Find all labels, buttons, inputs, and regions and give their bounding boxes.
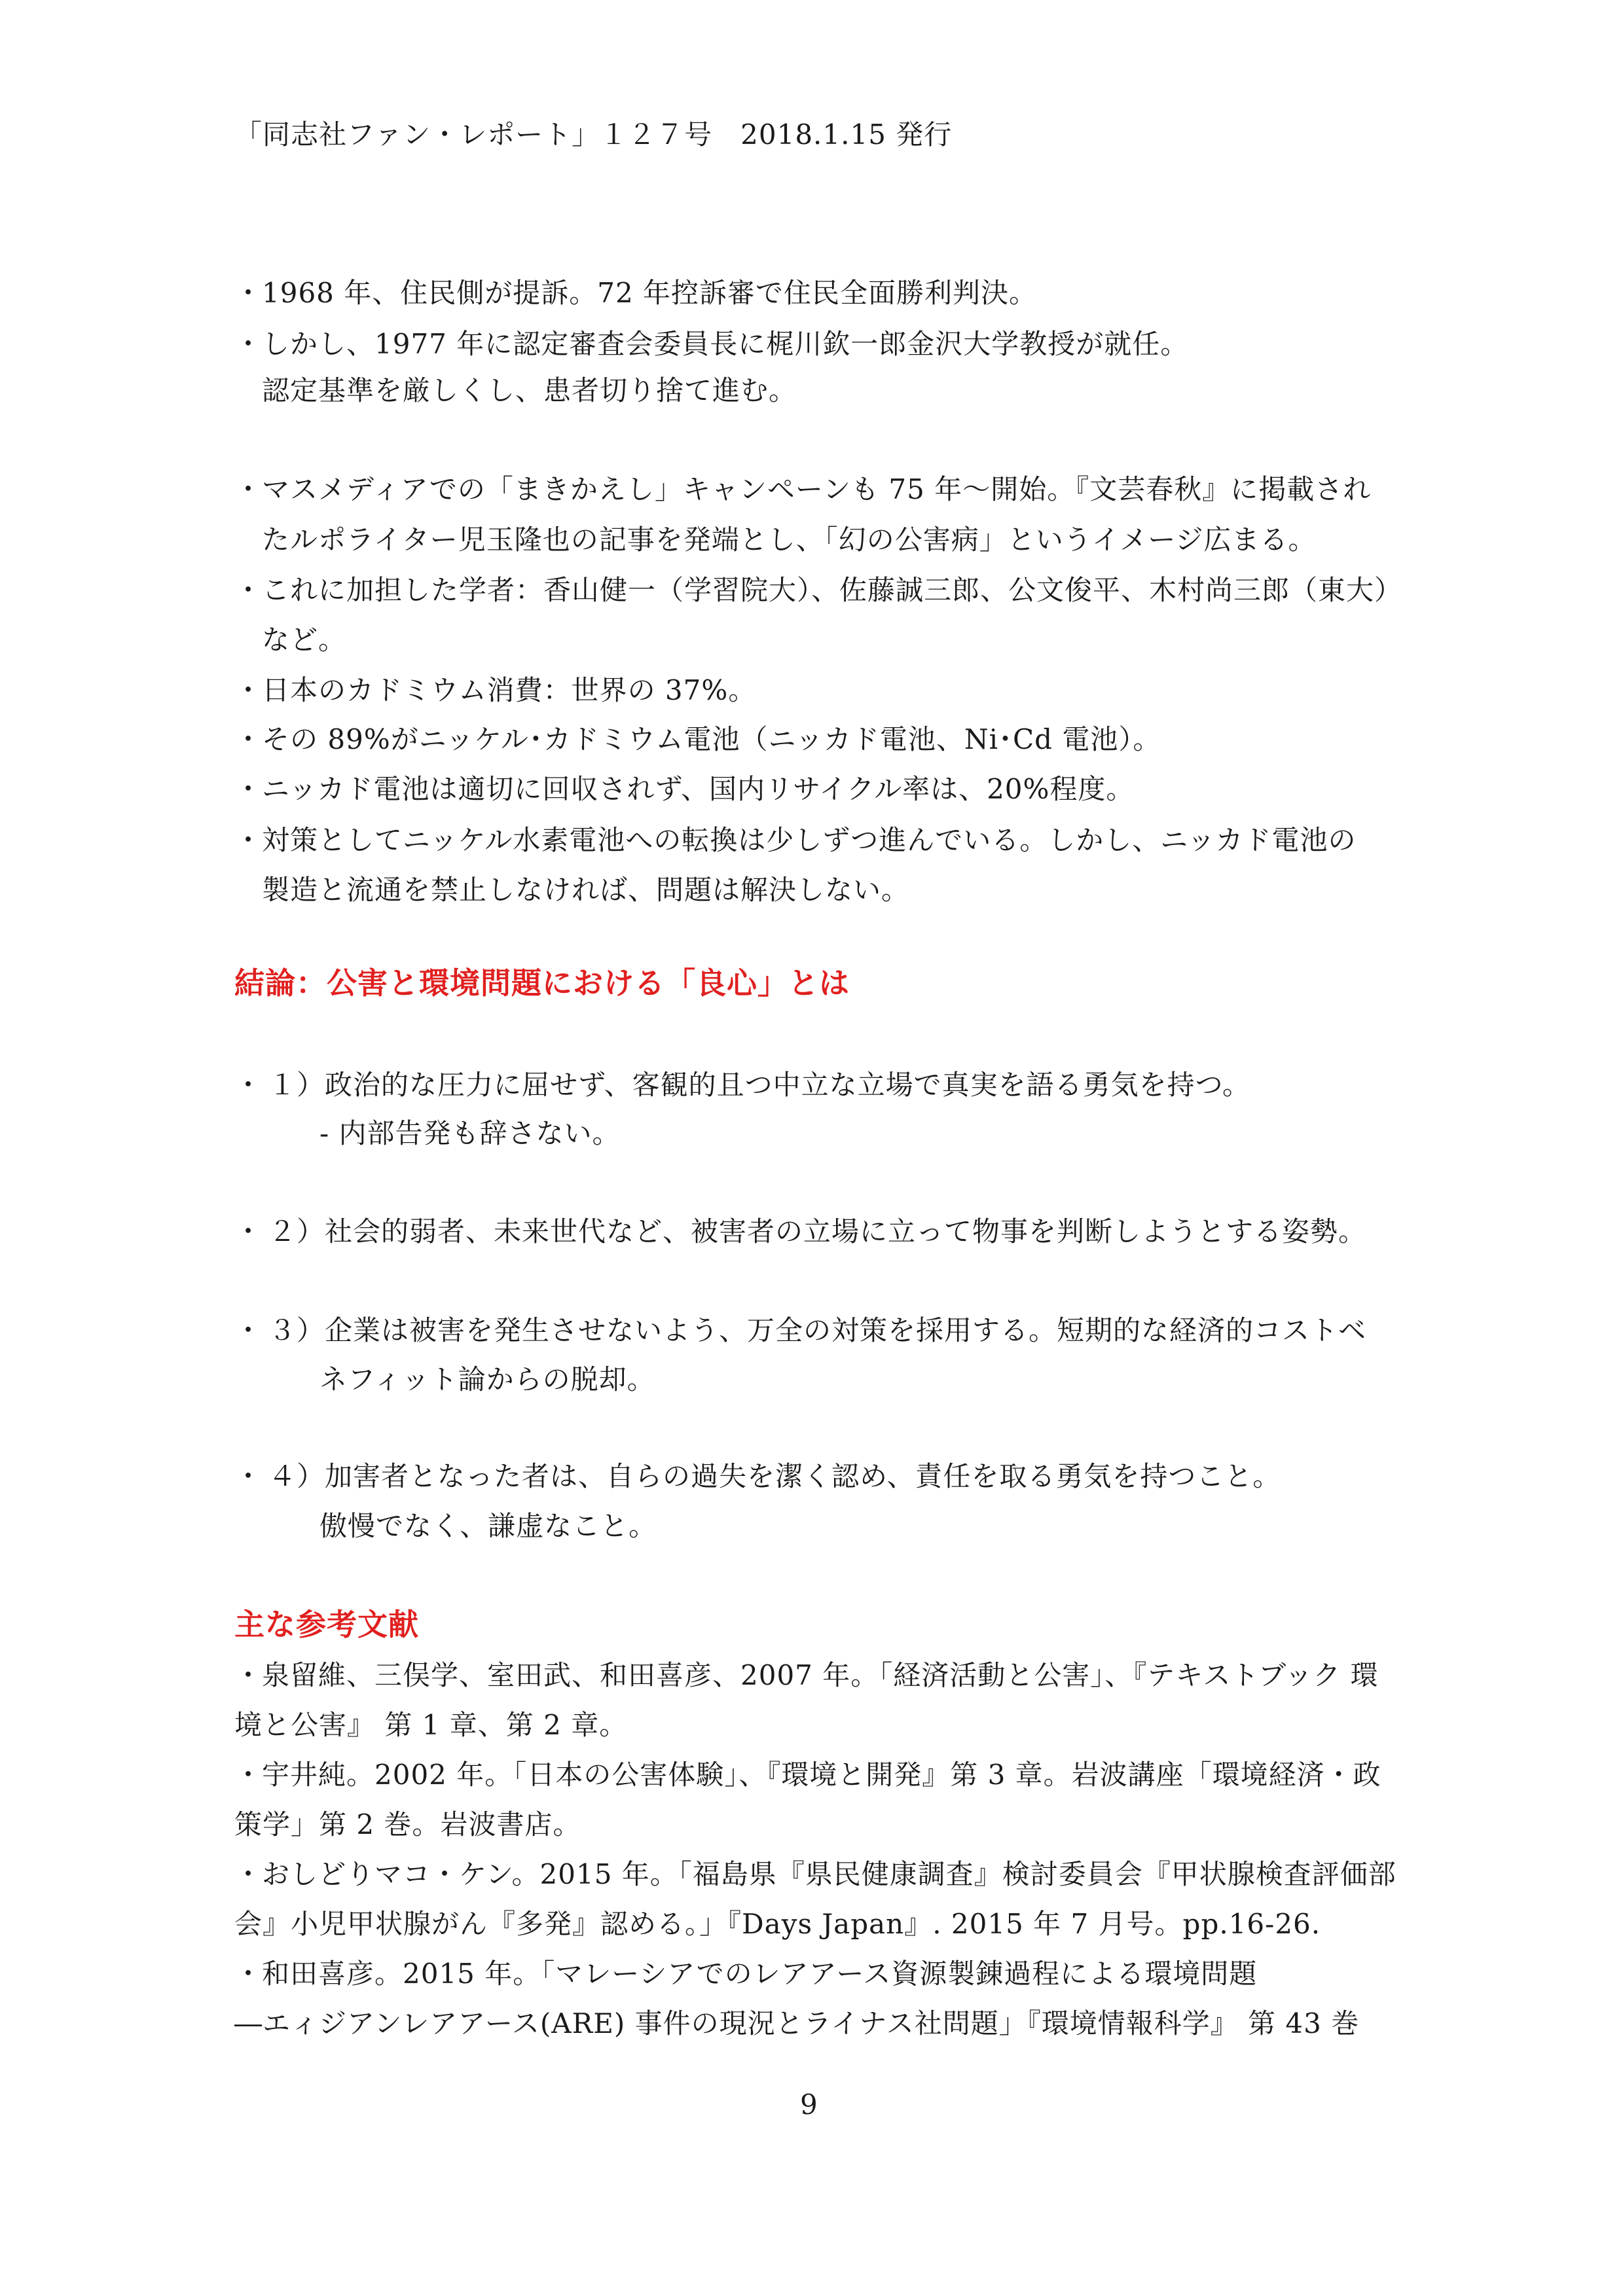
conclusion-item-text-continued: ネフィット論からの脱却。 (319, 1363, 655, 1395)
bullet-marker: ・ (234, 574, 263, 606)
list-item-text: 対策としてニッケル水素電池への転換は少しずつ進んでいる。しかし、ニッカド電池の (262, 824, 1357, 856)
bullet-marker: ・ (234, 674, 263, 706)
list-item-text: ニッカド電池は適切に回収されず、国内リサイクル率は、20%程度。 (262, 773, 1135, 805)
bullet-marker: ・ (234, 1069, 263, 1101)
bullet-marker: ・ (234, 1659, 263, 1691)
reference-item-text-continued: 会』小児甲状腺がん『多発』認める。」『Days Japan』. 2015 年 7 月号。pp.16-26. (234, 1908, 1321, 1940)
bullet-marker: ・ (234, 1460, 263, 1492)
conclusion-heading: 結論：公害と環境問題における「良心」とは (234, 965, 850, 1001)
bullet-marker: ・ (234, 773, 263, 805)
bullet-marker: ・ (234, 473, 263, 505)
conclusion-sub-item: - 内部告発も辞さない。 (319, 1117, 621, 1149)
conclusion-item-text: ３）企業は被害を発生させないよう、万全の対策を採用する。短期的な経済的コストベ (268, 1314, 1367, 1346)
reference-item-text: 宇井純。2002 年。「日本の公害体験」、『環境と開発』第 3 章。岩波講座「環境経済・政 (262, 1759, 1381, 1791)
bullet-marker: ・ (234, 1759, 263, 1791)
bullet-marker: ・ (234, 277, 263, 309)
reference-item-text: 和田喜彦。2015 年。「マレーシアでのレアアース資源製錬過程による環境問題 (262, 1958, 1258, 1990)
page-number: 9 (800, 2089, 818, 2121)
list-item-text-continued: 認定基準を厳しくし、患者切り捨て進む。 (262, 374, 797, 406)
list-item-text: その 89%がニッケル･カドミウム電池（ニッカド電池、Ni･Cd 電池）。 (262, 723, 1161, 755)
bullet-marker: ・ (234, 824, 263, 856)
list-item-text-continued: など。 (262, 624, 347, 656)
bullet-marker: ・ (234, 1958, 263, 1990)
conclusion-item-text-continued: 傲慢でなく、謙虚なこと。 (319, 1510, 657, 1542)
publication-header: 「同志社ファン・レポート」１２７号 2018.1.15 発行 (234, 118, 953, 151)
reference-item-text-continued: ―エィジアンレアアース(ARE) 事件の現況とライナス社問題」『環境情報科学』 第 43 巻 (234, 2007, 1360, 2039)
bullet-marker: ・ (234, 723, 263, 755)
conclusion-item-text: １）政治的な圧力に屈せず、客観的且つ中立な立場で真実を語る勇気を持つ。 (268, 1069, 1250, 1101)
reference-item-text: 泉留維、三俣学、室田武、和田喜彦、2007 年。「経済活動と公害」、『テキストブック 環 (262, 1659, 1379, 1691)
reference-item-text-continued: 策学」第 2 巻。岩波書店。 (234, 1808, 581, 1840)
bullet-marker: ・ (234, 1314, 263, 1346)
bullet-marker: ・ (234, 1858, 263, 1890)
list-item-text: しかし、1977 年に認定審査会委員長に梶川欽一郎金沢大学教授が就任。 (262, 328, 1189, 360)
reference-item-text-continued: 境と公害』 第 1 章、第 2 章。 (234, 1709, 628, 1741)
list-item-text: これに加担した学者：香山健一（学習院大）、佐藤誠三郎、公文俊平、木村尚三郎（東大） (262, 574, 1403, 606)
bullet-marker: ・ (234, 328, 263, 360)
list-item-text: マスメディアでの「まきかえし」キャンペーンも 75 年〜開始。『文芸春秋』に掲載され (262, 473, 1372, 505)
conclusion-item-text: ４）加害者となった者は、自らの過失を潔く認め、責任を取る勇気を持つこと。 (268, 1460, 1281, 1492)
reference-item-text: おしどりマコ・ケン。2015 年。「福島県『県民健康調査』検討委員会『甲状腺検査評価部 (262, 1858, 1396, 1890)
references-heading: 主な参考文献 (234, 1607, 419, 1642)
list-item-text-continued: たルポライター児玉隆也の記事を発端とし、「幻の公害病」というイメージ広まる。 (262, 524, 1317, 556)
list-item-text: 日本のカドミウム消費：世界の 37%。 (262, 674, 757, 706)
conclusion-item-text: ２）社会的弱者、未来世代など、被害者の立場に立って物事を判断しようとする姿勢。 (268, 1215, 1367, 1247)
list-item-text: 1968 年、住民側が提訴。72 年控訴審で住民全面勝利判決。 (262, 277, 1038, 309)
bullet-marker: ・ (234, 1215, 263, 1247)
list-item-text-continued: 製造と流通を禁止しなければ、問題は解決しない。 (262, 874, 910, 906)
